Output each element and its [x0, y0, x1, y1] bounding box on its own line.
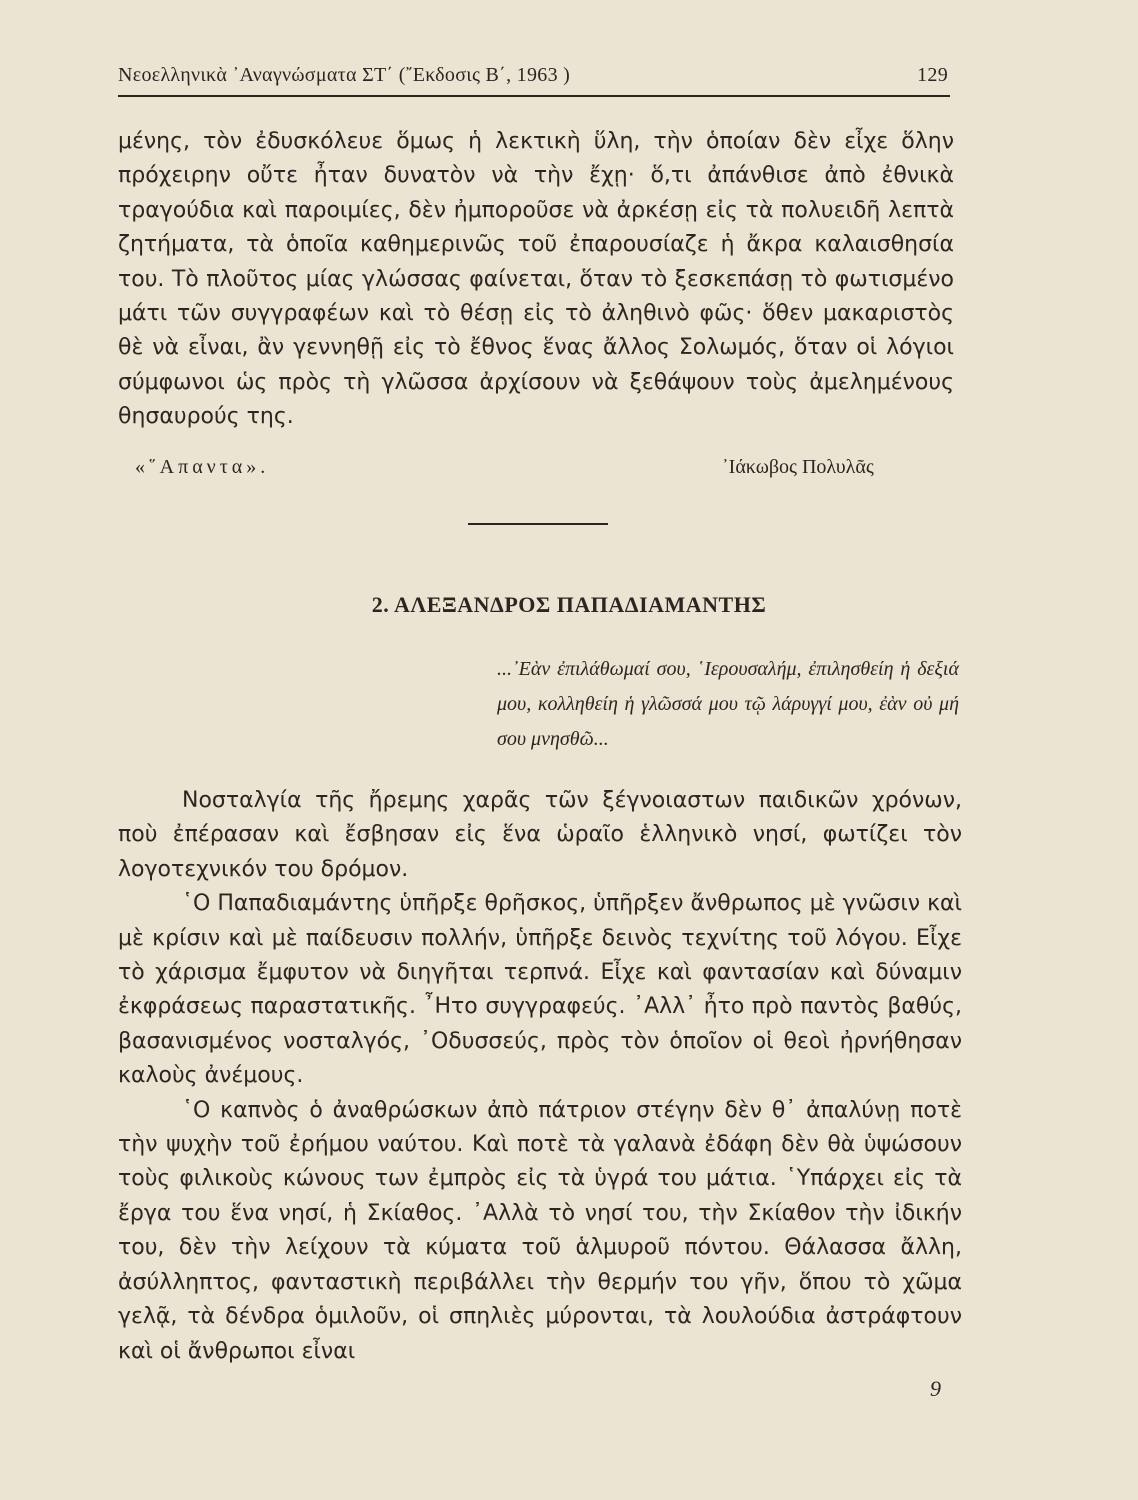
body-paragraph: ῾Ο καπνὸς ὁ ἀναθρώσκων ἀπὸ πάτριον στέγην δὲν θ᾿ ἀπαλύνῃ ποτὲ τὴν ψυχὴν τοῦ ἐρήμου ναύτου. Καὶ ποτὲ τὰ γαλανὰ ἐδάφη δὲν θὰ ὑψώσουν τοὺς φιλικοὺς κώνους των ἐμπρὸς εἰς τὰ ὑγρά του μάτια. ῾Υπάρχει εἰς τὰ ἔργα του ἕνα νησί, ἡ Σκίαθος. ᾿Αλλὰ τὸ νησί του, τὴν Σκίαθον τὴν ἰδικήν του, δὲν τὴν λείχουν τὰ κύματα τοῦ ἁλμυροῦ πόντου. Θάλασσα ἄλλη, ἀσύλληπτος, φανταστικὴ περιβάλλει τὴν θερμήν του γῆν, ὅπου τὸ χῶμα γελᾷ, τὰ δένδρα ὁμιλοῦν, οἱ σπηλιὲς μύρονται, τὰ λουλούδια ἀστράφτουν καὶ οἱ ἄνθρωποι εἶναι: [118, 1097, 962, 1364]
section-title: 2. ΑΛΕΞΑΝΔΡΟΣ ΠΑΠΑΔΙΑΜΑΝΤΗΣ: [371, 592, 767, 617]
section-body: [118, 784, 962, 1369]
running-header: [118, 60, 948, 92]
body-paragraph: ῾Ο Παπαδιαμάντης ὑπῆρξε θρῆσκος, ὑπῆρξεν ἄνθρωπος μὲ γνῶσιν καὶ μὲ κρίσιν καὶ μὲ παίδευσιν πολλήν, ὑπῆρξε δεινὸς τεχνίτης τοῦ λόγου. Εἶχε τὸ χάρισμα ἔμφυτον νὰ διηγῆται τερπνά. Εἶχε καὶ φαντασίαν καὶ δύναμιν ἐκφράσεως παραστατικῆς. ῏Ητο συγγραφεύς. ᾿Αλλ᾿ ἦτο πρὸ παντὸς βαθύς, βασανισμένος νοσταλγός, ᾿Οδυσσεύς, πρὸς τὸν ὁποῖον οἱ θεοὶ ἠρνήθησαν καλοὺς ἀνέμους.: [118, 891, 962, 1089]
header-rule: [118, 95, 950, 97]
running-title: Νεοελληνικὰ ᾿Αναγνώσματα ΣΤ΄ (῎Εκδοσις Β΄, 1963 ): [118, 64, 571, 86]
page-number: 129: [917, 64, 948, 86]
excerpt-source: «῞Απαντα».: [135, 456, 270, 478]
polylas-excerpt: μένης, τὸν ἐδυσκόλευε ὅμως ἡ λεκτικὴ ὕλη, τὴν ὁποίαν δὲν εἶχε ὅλην πρόχειρην οὔτε ἦταν δυνατὸν νὰ τὴν ἔχῃ· ὅ,τι ἀπάνθισε ἀπὸ ἐθνικὰ τραγούδια καὶ παροιμίες, δὲν ἠμποροῦσε νὰ ἀρκέσῃ εἰς τὰ πολυειδῆ λεπτὰ ζητήματα, τὰ ὁποῖα καθημερινῶς τοῦ ἐπαρουσίαζε ἡ ἄκρα καλαισθησία του. Τὸ πλοῦτος μίας γλώσσας φαίνεται, ὅταν τὸ ξεσκεπάσῃ τὸ φωτισμένο μάτι τῶν συγγραφέων καὶ τὸ θέσῃ εἰς τὸ ἀληθινὸ φῶς· ὅθεν μακαριστὸς θὲ νὰ εἶναι, ἂν γεννηθῇ εἰς τὸ ἔθνος ἕνας ἄλλος Σολωμός, ὅταν οἱ λόγιοι σύμφωνοι ὡς πρὸς τὴ γλῶσσα ἀρχίσουν νὰ ξεθάψουν τοὺς ἀμελημένους θησαυρούς της.: [118, 129, 954, 430]
body-paragraph: Νοσταλγία τῆς ἤρεμης χαρᾶς τῶν ξέγνοιαστων παιδικῶν χρόνων, ποὺ ἐπέρασαν καὶ ἔσβησαν εἰς ἕνα ὡραῖο ἑλληνικὸ νησί, φωτίζει τὸν λογοτεχνικόν του δρόμον.: [118, 788, 962, 882]
signature-mark: 9: [930, 1376, 941, 1401]
epigraph: ...᾿Εὰν ἐπιλάθωμαί σου, ῾Ιερουσαλήμ, ἐπιλησθείη ἡ δεξιά μου, κολληθείη ἡ γλῶσσά μου τῷ λάρυγγί μου, ἐὰν οὐ μή σου μνησθῶ...: [497, 658, 959, 750]
section-divider: [468, 523, 608, 525]
excerpt-author: ᾿Ιάκωβος Πολυλᾶς: [722, 456, 874, 478]
